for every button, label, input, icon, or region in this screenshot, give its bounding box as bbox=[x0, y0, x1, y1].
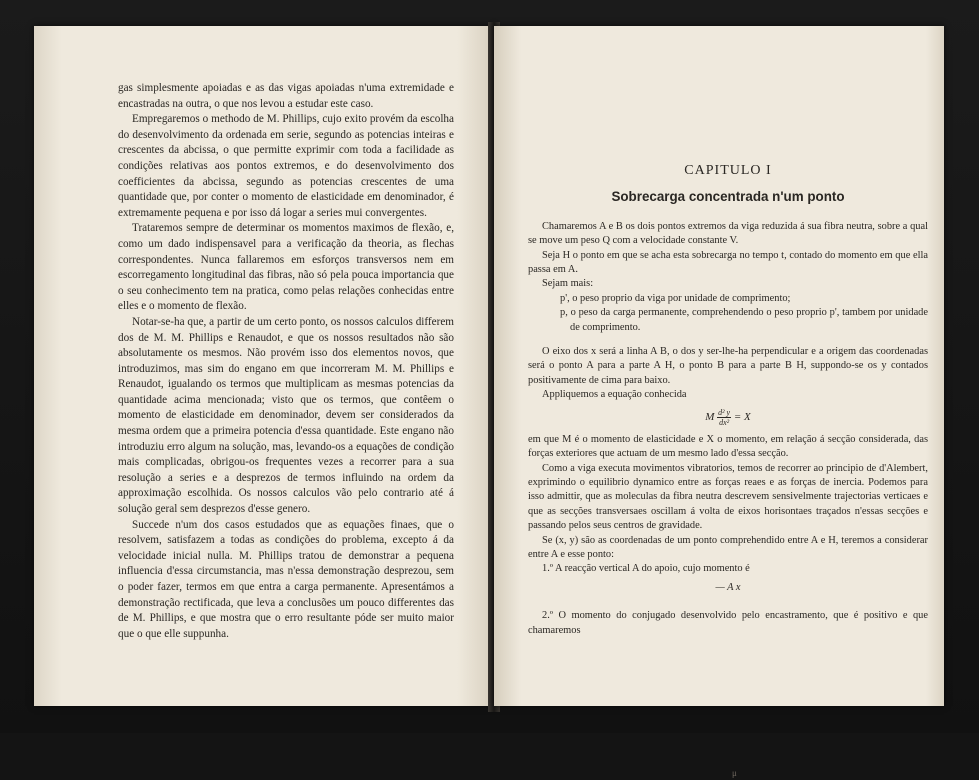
paragraph: Sejam mais: bbox=[542, 278, 594, 290]
paragraph: Succede n'um dos casos estudados que as equações finaes, que o resolvem, satisfazem a todas as condições do problema, excepto á da velocidade inicial nulla. M. Phillips tratou de demonstrar a pequena influencia d'essa circumstancia, mas n'essa demonstração desprezou, sem o poder fazer, termos em que entra a carga permanente. Apresentámos a demonstração rectificada, que leva a conclusões um pouco differentes das de M. Phillips, e que mostra que o erro resultante póde ser muito maior que o que elle suppunha. bbox=[118, 518, 454, 640]
paragraph: Notar-se-ha que, a partir de um certo ponto, os nossos calculos differem dos de M. M. Phillips e Renaudot, e que os nossos resultados não são absolutamente os mesmos. Não provém isso dos elementos novos, que introduzimos, mas sim do engano em que incorreram M. M. Phillips e Renaudot, igualando os termos que multiplicam as mesmas potencias da quantidade acima mencionada; visto que os termos, que contêem o momento de elasticidade em denominador, devem ser considerados da mesma ordem que a primeira potencia d'essa quantidade. Este engano não introduziu erro algum na solução, mas, levando-os a equações de condição mais complicadas, obrigou-os frequentes vezes a recorrer para a sua resolução a series e a desprezos de termos influindo na ordem da approximação escolhida. Os nossos calculos vão pelo contrario até á solução geral sem desprezos d'esse genero. bbox=[118, 315, 454, 516]
paragraph: 2.º O momento do conjugado desenvolvido pelo encastramento, que é positivo e que chamaremos bbox=[528, 610, 928, 636]
chapter-heading: CAPITULO I bbox=[684, 163, 772, 178]
definition-item: p', o peso proprio da viga por unidade de comprimento; bbox=[560, 292, 791, 304]
paragraph: 1.º A reacção vertical A do apoio, cujo momento é bbox=[542, 563, 750, 575]
equation bbox=[528, 408, 928, 427]
equation-denominator: dx² bbox=[719, 417, 730, 427]
left-page-text bbox=[118, 81, 454, 642]
right-page-text bbox=[528, 163, 928, 778]
equation-suffix: = X bbox=[733, 410, 751, 423]
equation-fraction bbox=[717, 408, 731, 427]
paragraph: O eixo dos x será a linha A B, o dos y ser-lhe-ha perpendicular e a origem das coordenadas será o ponto A para a parte A H, o ponto B para a parte B H, suppondo-se os y contados positivamente de cima para baixo. bbox=[528, 346, 928, 386]
definition-item: p, o peso da carga permanente, comprehendendo o peso proprio p', tambem por unidade de comprimento. bbox=[560, 307, 928, 333]
equation-prefix: M bbox=[705, 410, 715, 423]
moment-expression: — A x bbox=[715, 581, 741, 593]
left-page bbox=[34, 26, 494, 706]
section-title: Sobrecarga concentrada n'um ponto bbox=[611, 189, 845, 205]
paragraph: em que M é o momento de elasticidade e X o momento, em relação á secção considerada, das forças exteriores que actuam de um mesmo lado d'essa secção. bbox=[528, 433, 928, 460]
paragraph: Appliquemos a equação conhecida bbox=[542, 389, 687, 401]
right-page bbox=[494, 26, 944, 778]
page-mark: μ bbox=[732, 768, 737, 778]
paragraph: Seja H o ponto em que se acha esta sobrecarga no tempo t, contado do momento em que ella passa em A. bbox=[528, 249, 928, 276]
equation-numerator: d² y bbox=[718, 407, 731, 417]
paragraph: Trataremos sempre de determinar os momentos maximos de flexão, e, como um dado indispensavel para a verificação da theoria, as flechas correspondentes. Nunca fallaremos em esforços transversos nem em escorregamento longitudinal das fibras, não só pela pouca importancia que o seu conhecimento tem na pratica, como pelas relações conhecidas entre elles e o momento de flexão. bbox=[118, 222, 454, 313]
paragraph: Chamaremos A e B os dois pontos extremos da viga reduzida á sua fibra neutra, sobre a qual se move um peso Q com a velocidade constante V. bbox=[528, 220, 928, 247]
paragraph: Empregaremos o methodo de M. Phillips, cujo exito provém da escolha do desenvolvimento da ordenada em serie, segundo as potencias inteiras e crescentes da abcissa, o que permitte exprimir com toda a facilidade as condições relativas aos pontos extremos, e do desenvolvimento dos coefficientes da abcissa, segundo as potencias crescentes de uma quantidade que, por conter o momento de elasticidade em denominador, é extremamente pequena e por isso dá logar a series mui convergentes. bbox=[118, 113, 454, 219]
paragraph: Se (x, y) são as coordenadas de um ponto comprehendido entre A e H, teremos a considerar entre A e esse ponto: bbox=[528, 534, 928, 560]
paragraph: gas simplesmente apoiadas e as das vigas apoiadas n'uma extremidade e encastradas na outra, o que nos levou a estudar este caso. bbox=[118, 82, 454, 110]
paragraph: Como a viga executa movimentos vibratorios, temos de recorrer ao principio de d'Alembert, exprimindo o equilibrio dynamico entre as forças reaes e as forças de inercia. Podemos para isso admittir, que as moleculas da fibra neutra descrevem sensivelmente trajectorias verticaes e que as secções transversaes oscillam á volta de eixos horisontaes traçados n'essas secções e passando pelos seus centros de gravidade. bbox=[528, 462, 928, 532]
